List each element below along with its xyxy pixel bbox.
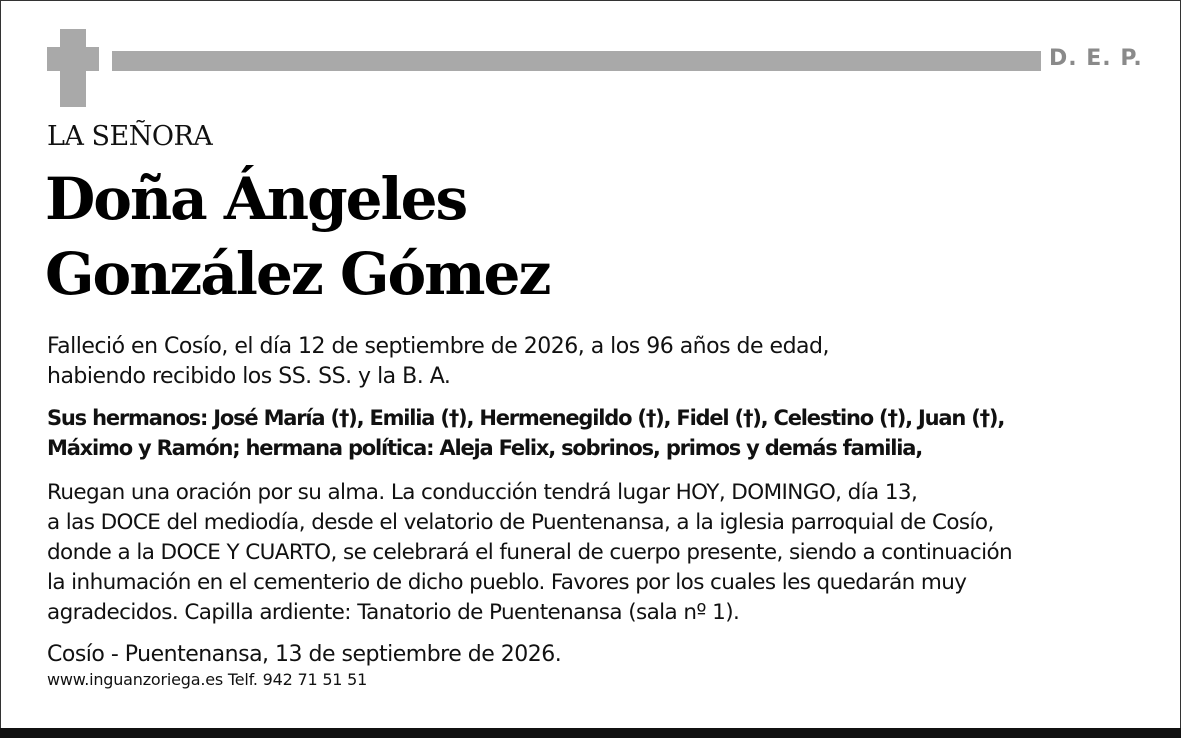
header-rule (112, 51, 1041, 71)
ceremony-line: agradecidos. Capilla ardiente: Tanatorio de Puentenansa (sala nº 1). (47, 600, 740, 625)
contact-info: www.inguanzoriega.es Telf. 942 71 51 51 (47, 670, 368, 689)
family-line: Sus hermanos: José María (†), Emilia (†), Hermenegildo (†), Fidel (†), Celestino (†), Juan (†), (47, 406, 1005, 430)
ceremony-line: la inhumación en el cementerio de dicho pueblo. Favores por los cuales les quedarán muy (47, 570, 967, 595)
bottom-rule (0, 728, 1181, 738)
family-line: Máximo y Ramón; hermana política: Aleja Felix, sobrinos, primos y demás familia, (47, 436, 922, 460)
deceased-name-line2: González Gómez (45, 240, 550, 308)
place-date: Cosío - Puentenansa, 13 de septiembre de 2026. (47, 642, 562, 667)
death-notice-line: Falleció en Cosío, el día 12 de septiembre de 2026, a los 96 años de edad, (47, 334, 829, 359)
ceremony-line: donde a la DOCE Y CUARTO, se celebrará el funeral de cuerpo presente, siendo a continuación (47, 540, 1013, 565)
dep-label: D. E. P. (1049, 46, 1143, 71)
death-notice-line: habiendo recibido los SS. SS. y la B. A. (47, 364, 451, 389)
cross-icon-bar (47, 47, 99, 71)
ceremony-line: a las DOCE del mediodía, desde el velatorio de Puentenansa, a la iglesia parroquial de Cosío, (47, 510, 994, 535)
honorific: LA SEÑORA (47, 121, 213, 152)
ceremony-line: Ruegan una oración por su alma. La conducción tendrá lugar HOY, DOMINGO, día 13, (47, 480, 918, 505)
deceased-name-line1: Doña Ángeles (45, 165, 467, 233)
